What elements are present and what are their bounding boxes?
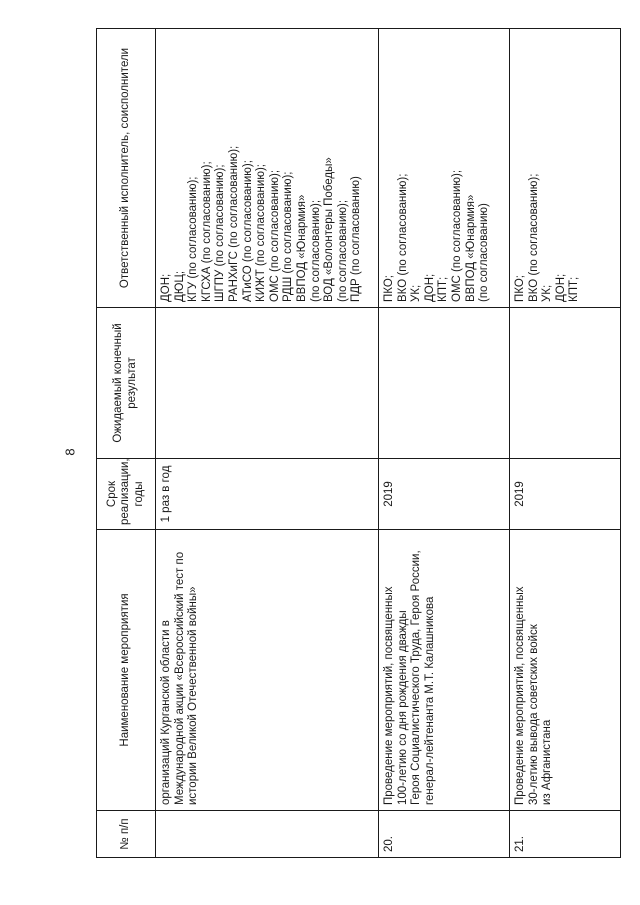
table-row <box>156 29 379 858</box>
executor-item: ОМС (по согласованию); <box>268 169 281 302</box>
executor-item: ВОД «Волонтеры Победы» <box>323 157 336 302</box>
executor-item: ПКО; <box>514 275 526 302</box>
executor-item: РДШ (по согласованию); <box>282 171 295 302</box>
header-term: Срок реализации, годы <box>97 459 156 530</box>
row-number: 21. <box>510 811 621 858</box>
event-result <box>379 308 510 459</box>
events-table <box>96 28 621 858</box>
table-row <box>510 29 621 858</box>
executor-item: КИЖТ (по согласованию); <box>255 164 268 302</box>
executor-item: (по согласованию) <box>478 203 491 302</box>
table-header-row <box>97 29 156 858</box>
executor-item: УК; <box>541 284 554 302</box>
executor-item: РАНХиГС (по согласованию); <box>227 145 240 302</box>
executor-item: ВКО (по согласованию); <box>527 173 540 302</box>
header-result: Ожидаемый конечный результат <box>97 308 156 459</box>
executor-item: КГУ (по согласованию); <box>187 176 200 302</box>
executor-item: ВВПОД «Юнармия» <box>464 194 477 302</box>
executor-item: КПТ; <box>568 276 581 302</box>
rotated-document-page <box>96 47 603 858</box>
executor-item: ВКО (по согласованию); <box>396 173 409 302</box>
executor-item: ДОН; <box>160 273 172 302</box>
header-number: № п/п <box>97 811 156 858</box>
executor-item: ШГПУ (по согласованию); <box>214 164 227 302</box>
executor-item: ВВПОД «Юнармия» <box>295 194 308 302</box>
executor-item: КПТ; <box>437 276 450 302</box>
event-name: Проведение мероприятий, посвященных 100-летию со дня рождения дважды Героя Социалистического Труда, Героя России, генерал-лейтенанта М.Т. Калашникова <box>379 530 510 811</box>
event-name: Проведение мероприятий, посвященных 30-летию вывода советских войск из Афганистана <box>510 530 621 811</box>
event-executors <box>379 29 510 308</box>
executor-item: УК; <box>410 284 423 302</box>
event-executors <box>510 29 621 308</box>
executor-item: ДОН; <box>554 273 567 302</box>
event-name: организаций Курганской области в Международной акции «Всероссийский тест по истории Великой Отечественной войны» <box>156 530 379 811</box>
row-number <box>156 811 379 858</box>
executor-item: ДОН; <box>423 273 436 302</box>
row-number: 20. <box>379 811 510 858</box>
executor-item: ОМС (по согласованию); <box>450 169 463 302</box>
page-number: 8 <box>62 448 78 456</box>
event-result <box>156 308 379 459</box>
executor-item: АТиСО (по согласованию); <box>241 160 254 302</box>
event-result <box>510 308 621 459</box>
executor-item: (по согласованию); <box>309 199 322 302</box>
header-event-name: Наименование мероприятия <box>97 530 156 811</box>
executor-item: ПДР (по согласованию) <box>350 176 363 302</box>
event-term: 2019 <box>510 459 621 530</box>
event-executors <box>156 29 379 308</box>
header-executor: Ответственный исполнитель, соисполнители <box>97 29 156 308</box>
executor-item: ДЮЦ; <box>173 270 186 302</box>
executor-item: (по согласованию); <box>336 199 349 302</box>
event-term: 2019 <box>379 459 510 530</box>
executor-item: ПКО; <box>383 275 395 302</box>
executor-item: КГСХА (по согласованию); <box>200 161 213 302</box>
table-row <box>379 29 510 858</box>
event-term: 1 раз в год <box>156 459 379 530</box>
